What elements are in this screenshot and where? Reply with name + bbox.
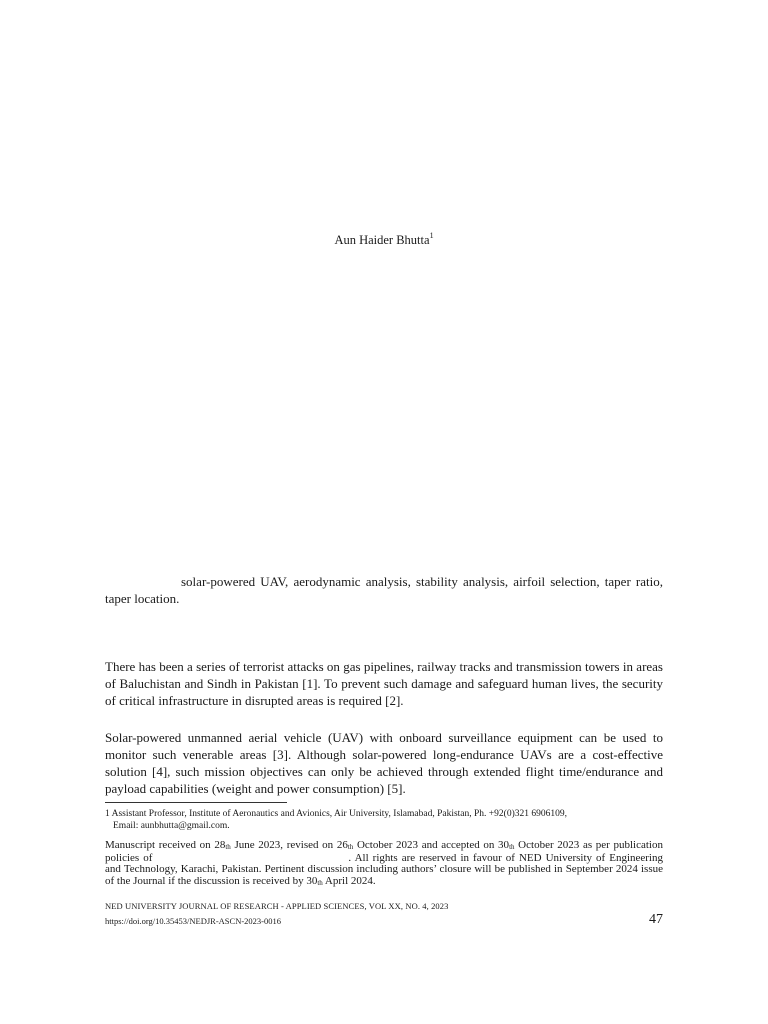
footnote-email: Email: aunbhutta@gmail.com. [113, 821, 230, 831]
author-footnote [105, 808, 663, 832]
intro-paragraph-1: There has been a series of terrorist attacks on gas pipelines, railway tracks and transmission towers in areas of Baluchistan and Sindh in Pakistan [1]. To prevent such damage and safeguard human lives, the security of critical infrastructure in disrupted areas is required [2]. [105, 659, 663, 708]
footnote-affiliation: 1 Assistant Professor, Institute of Aeronautics and Avionics, Air University, Islamabad, Pakistan, Ph. +92(0)321 6906109, [105, 809, 567, 819]
author-affiliation-mark: 1 [429, 231, 434, 240]
manuscript-text: . All rights are reserved in favour of NED University of Engineering and Technology, Karachi, Pakistan. Pertinent discussion including authors’ closure will be published in September 2024 issue of the Journal if the discussion is received by 30 [105, 851, 663, 887]
manuscript-text: June 2023, revised on 26 [230, 839, 348, 851]
manuscript-text: October 2023 as per publication policies of [105, 839, 663, 864]
author-line [0, 233, 768, 248]
ordinal-suffix: th [347, 843, 354, 851]
doi-link[interactable]: https://doi.org/10.35453/NEDJR-ASCN-2023-0016 [105, 916, 281, 926]
manuscript-text: Manuscript received on 28 [105, 839, 226, 851]
ordinal-suffix: th [509, 843, 515, 851]
keywords: solar-powered UAV, aerodynamic analysis, stability analysis, airfoil selection, taper ratio, taper location. [105, 574, 663, 606]
intro-paragraph-2: Solar-powered unmanned aerial vehicle (UAV) with onboard surveillance equipment can be used to monitor such venerable areas [3]. Although solar-powered long-endurance UAVs are a cost-effective solution [4], such mission objectives can only be achieved through extended flight time/endurance and payload capabilities (weight and power consumption) [5]. [105, 730, 663, 796]
journal-footer: NED UNIVERSITY JOURNAL OF RESEARCH - APPLIED SCIENCES, VOL XX, NO. 4, 2023 [105, 901, 449, 911]
footnote-divider [105, 802, 287, 803]
author-name: Aun Haider Bhutta [334, 233, 430, 247]
manuscript-history [105, 840, 663, 888]
ordinal-suffix: th [225, 843, 231, 851]
manuscript-text: April 2024. [322, 874, 376, 887]
ordinal-suffix: th [317, 878, 323, 887]
manuscript-text: October 2023 and accepted on 30 [353, 839, 510, 851]
page-number: 47 [649, 912, 663, 927]
